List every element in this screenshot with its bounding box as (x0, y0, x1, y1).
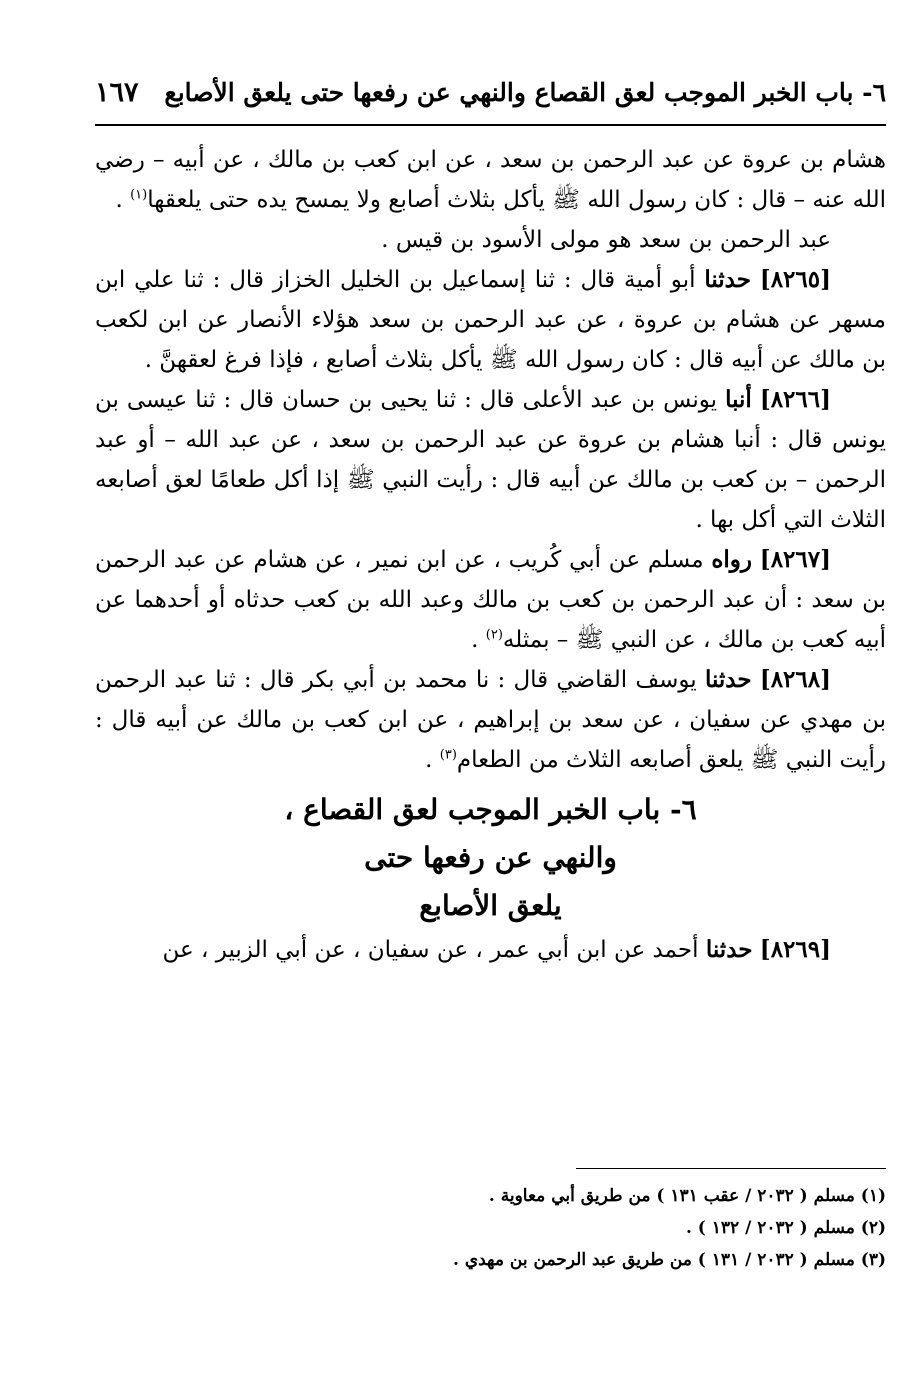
paragraph-tail: . (471, 627, 486, 653)
hadith-8266 (95, 380, 886, 540)
hadith-lead-word: حدثنا (705, 936, 753, 963)
footnote-rule (576, 1168, 886, 1169)
hadith-lead-word: رواه (711, 546, 753, 573)
page-header (95, 62, 886, 122)
running-title: ٦- باب الخبر الموجب لعق القصاع والنهي عن رفعها حتى يلعق الأصابع (164, 77, 886, 107)
hadith-number: [٨٢٦٦] (759, 386, 832, 413)
section-heading (95, 786, 886, 930)
header-rule (95, 124, 886, 126)
paragraph-text: هشام بن عروة عن عبد الرحمن بن سعد ، عن ابن كعب بن مالك ، عن أبيه – رضي الله عنه – قال : كان رسول الله ﷺ يأكل بثلاث أصابع ولا يمسح يده حتى يلعقها (95, 147, 886, 213)
hadith-8265 (95, 260, 886, 380)
paragraph-text: عبد الرحمن بن سعد هو مولى الأسود بن قيس . (381, 227, 831, 253)
hadith-8269 (95, 930, 886, 970)
footnote-1: (١) مسلم ( ٢٠٣٢ / عقب ١٣١ ) من طريق أبي معاوية . (488, 1186, 886, 1206)
footnote-ref: (١) (130, 187, 148, 203)
page-number: ١٦٧ (95, 76, 139, 108)
footnotes (95, 1180, 886, 1276)
paragraph-text: يونس بن عبد الأعلى قال : ثنا يحيى بن حسان قال : ثنا عيسى بن يونس قال : أنبا هشام بن عروة عن عبد الرحمن بن سعد ، عن عبد الله – أو عبد الرحمن – بن كعب بن مالك عن أبيه قال : رأيت النبي ﷺ إذا أكل طعامًا لعق أصابعه الثلاث التي أكل بها . (95, 387, 886, 533)
section-heading-line: والنهي عن رفعها حتى (364, 841, 617, 874)
paragraph-text: يوسف القاضي قال : نا محمد بن أبي بكر قال : ثنا عبد الرحمن بن مهدي عن سفيان ، عن سعد بن إبراهيم ، عن ابن كعب بن مالك عن أبيه قال : رأيت النبي ﷺ يلعق أصابعه الثلاث من الطعام (95, 667, 886, 773)
footnote-ref: (٢) (485, 627, 503, 643)
paragraph-text: أحمد عن ابن أبي عمر ، عن سفيان ، عن أبي الزبير ، عن (162, 937, 699, 963)
hadith-8268 (95, 660, 886, 780)
hadith-lead-word: أنبا (725, 386, 752, 413)
paragraph-note (95, 220, 886, 260)
hadith-number: [٨٢٦٥] (759, 266, 832, 293)
footnote-3: (٣) مسلم ( ٢٠٣٢ / ١٣١ ) من طريق عبد الرحمن بن مهدي . (452, 1250, 886, 1270)
section-heading-line: ٦- باب الخبر الموجب لعق القصاع ، (284, 793, 697, 826)
hadith-number: [٨٢٦٧] (759, 546, 831, 573)
hadith-lead-word: حدثنا (704, 666, 752, 693)
paragraph-tail: . (115, 187, 131, 213)
hadith-lead-word: حدثنا (704, 266, 751, 293)
section-heading-line: يلعق الأصابع (419, 889, 562, 922)
paragraph-tail: . (425, 747, 440, 773)
footnote-2: (٢) مسلم ( ٢٠٣٢ / ١٣٢ ) . (685, 1218, 886, 1238)
paragraph-text: أبو أمية قال : ثنا إسماعيل بن الخليل الخزاز قال : ثنا علي ابن مسهر عن هشام بن عروة ، عن عبد الرحمن بن سعد هؤلاء الأنصار عن ابن لكعب بن مالك عن أبيه قال : كان رسول الله ﷺ يأكل بثلاث أصابع ، فإذا فرغ لعقهنَّ . (95, 267, 886, 373)
hadith-number: [٨٢٦٨] (759, 666, 832, 693)
paragraph-continuation (95, 140, 886, 220)
hadith-8267 (95, 540, 886, 660)
hadith-number: [٨٢٦٩] (759, 936, 831, 963)
paragraph-text: مسلم عن أبي كُريب ، عن ابن نمير ، عن هشام عن عبد الرحمن بن سعد : أن عبد الرحمن بن كعب بن مالك وعبد الله بن كعب حدثاه أو أحدهما عن أبيه كعب بن مالك ، عن النبي ﷺ – بمثله (95, 547, 886, 653)
footnote-ref: (٣) (439, 747, 457, 763)
main-text (95, 140, 886, 970)
